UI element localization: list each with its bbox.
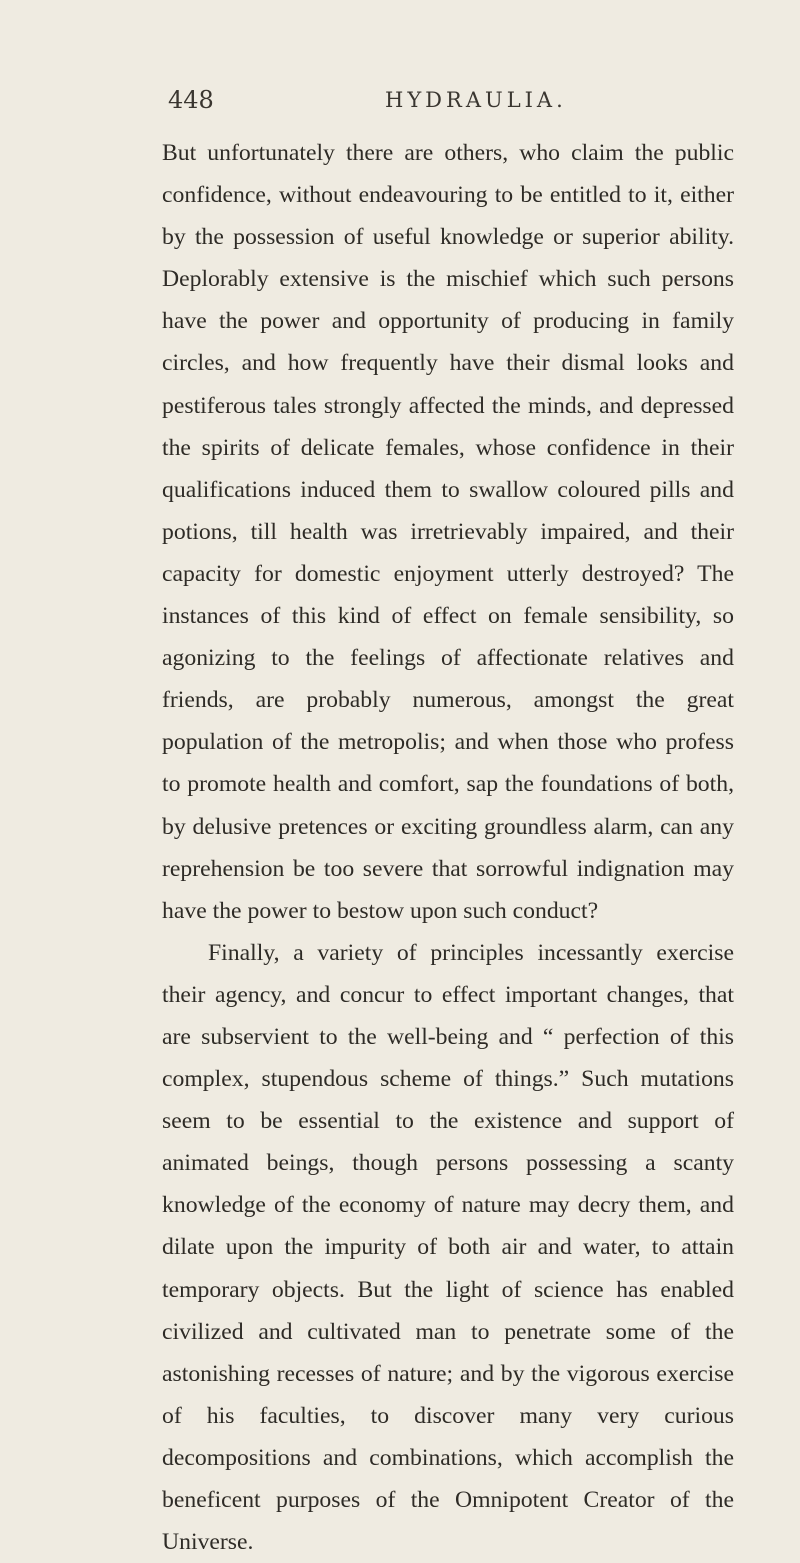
page-header	[160, 86, 760, 118]
body-text	[162, 132, 734, 1563]
paragraph: But unfortunately there are others, who claim the public confidence, without endeavouring to be entitled to it, either by the possession of useful knowledge or superior ability. Deplorably extensive is the mischief which such persons have the power and opportunity of producing in family circles, and how frequently have their dismal looks and pestiferous tales strongly affected the minds, and depressed the spirits of delicate females, whose confidence in their qualifications induced them to swallow coloured pills and potions, till health was irretrievably impaired, and their capacity for domestic enjoyment utterly destroyed? The instances of this kind of effect on female sensibility, so agonizing to the feelings of affectionate relatives and friends, are probably numerous, amongst the great population of the metropolis; and when those who profess to promote health and comfort, sap the foundations of both, by delusive pretences or exciting groundless alarm, can any reprehension be too severe that sorrowful indignation may have the power to bestow upon such conduct?	[162, 140, 734, 924]
running-title: HYDRAULIA.	[385, 88, 567, 112]
page-number: 448	[168, 86, 214, 114]
paragraph: Finally, a variety of principles incessantly exercise their agency, and concur to effect important changes, that are subservient to the well-being and “ perfection of this complex, stupendous scheme of things.” Such mutations seem to be essential to the existence and support of animated beings, though persons possessing a scanty knowledge of the economy of nature may decry them, and dilate upon the impurity of both air and water, to attain temporary objects. But the light of science has enabled civilized and cultivated man to penetrate some of the astonishing recesses of nature; and by the vigorous exercise of his faculties, to discover many very curious decompositions and combinations, which accomplish the beneficent purposes of the Omnipotent Creator of the Universe.	[162, 939, 734, 1556]
